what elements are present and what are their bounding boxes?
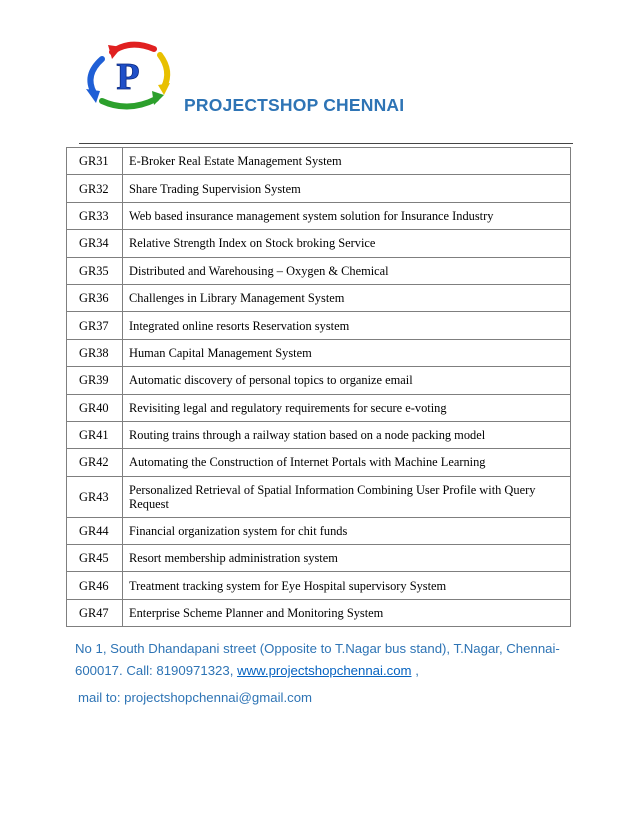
project-title: Human Capital Management System bbox=[123, 339, 571, 366]
table-row bbox=[67, 175, 571, 202]
logo-blue-arrowhead bbox=[86, 89, 100, 103]
table-row bbox=[67, 449, 571, 476]
mail-line: mail to: projectshopchennai@gmail.com bbox=[78, 690, 313, 705]
project-code: GR44 bbox=[67, 517, 123, 544]
project-title: Revisiting legal and regulatory requirements for secure e-voting bbox=[123, 394, 571, 421]
table-row bbox=[67, 148, 571, 175]
project-code: GR33 bbox=[67, 202, 123, 229]
project-title: Share Trading Supervision System bbox=[123, 175, 571, 202]
project-title: Personalized Retrieval of Spatial Information Combining User Profile with Query Request bbox=[123, 476, 571, 517]
address-suffix: , bbox=[411, 663, 419, 678]
table-row bbox=[67, 545, 571, 572]
table-row bbox=[67, 599, 571, 626]
table-row bbox=[67, 517, 571, 544]
table-row bbox=[67, 339, 571, 366]
project-code: GR35 bbox=[67, 257, 123, 284]
projects-table-body bbox=[67, 148, 571, 627]
project-title: Automatic discovery of personal topics to organize email bbox=[123, 367, 571, 394]
logo-yellow-arrow bbox=[160, 55, 167, 87]
project-title: Routing trains through a railway station based on a node packing model bbox=[123, 421, 571, 448]
logo-yellow-arrowhead bbox=[158, 83, 170, 95]
logo-letter: P bbox=[116, 56, 140, 98]
project-code: GR41 bbox=[67, 421, 123, 448]
table-row bbox=[67, 476, 571, 517]
project-code: GR46 bbox=[67, 572, 123, 599]
project-title: Relative Strength Index on Stock broking Service bbox=[123, 230, 571, 257]
project-code: GR32 bbox=[67, 175, 123, 202]
logo-green-arrowhead bbox=[152, 91, 164, 105]
project-title: Resort membership administration system bbox=[123, 545, 571, 572]
table-row bbox=[67, 202, 571, 229]
table-row bbox=[67, 572, 571, 599]
project-title: Treatment tracking system for Eye Hospital supervisory System bbox=[123, 572, 571, 599]
project-title: Challenges in Library Management System bbox=[123, 284, 571, 311]
table-row bbox=[67, 421, 571, 448]
project-title: Enterprise Scheme Planner and Monitoring System bbox=[123, 599, 571, 626]
header-divider bbox=[79, 143, 573, 144]
table-row bbox=[67, 257, 571, 284]
project-code: GR45 bbox=[67, 545, 123, 572]
table-row bbox=[67, 367, 571, 394]
project-title: E-Broker Real Estate Management System bbox=[123, 148, 571, 175]
logo-green-arrow bbox=[102, 99, 156, 107]
project-title: Financial organization system for chit funds bbox=[123, 517, 571, 544]
project-title: Automating the Construction of Internet Portals with Machine Learning bbox=[123, 449, 571, 476]
table-row bbox=[67, 394, 571, 421]
project-code: GR36 bbox=[67, 284, 123, 311]
company-name: PROJECTSHOP CHENNAI bbox=[184, 95, 405, 115]
project-code: GR47 bbox=[67, 599, 123, 626]
project-title: Distributed and Warehousing – Oxygen & Chemical bbox=[123, 257, 571, 284]
project-code: GR43 bbox=[67, 476, 123, 517]
project-code: GR38 bbox=[67, 339, 123, 366]
table-row bbox=[67, 230, 571, 257]
project-code: GR39 bbox=[67, 367, 123, 394]
website-link[interactable]: www.projectshopchennai.com bbox=[237, 663, 412, 678]
address-text: No 1, South Dhandapani street (Opposite to T.Nagar bus stand), T.Nagar, Chennai-600017. Call: 8190971323, bbox=[75, 641, 560, 678]
table-row bbox=[67, 284, 571, 311]
project-code: GR31 bbox=[67, 148, 123, 175]
project-code: GR42 bbox=[67, 449, 123, 476]
project-code: GR40 bbox=[67, 394, 123, 421]
logo-blue-arrow bbox=[90, 59, 102, 93]
address-block bbox=[75, 638, 575, 682]
project-title: Web based insurance management system solution for Insurance Industry bbox=[123, 202, 571, 229]
company-logo bbox=[72, 37, 182, 112]
table-row bbox=[67, 312, 571, 339]
projects-table bbox=[66, 147, 571, 627]
project-code: GR34 bbox=[67, 230, 123, 257]
project-title: Integrated online resorts Reservation system bbox=[123, 312, 571, 339]
project-code: GR37 bbox=[67, 312, 123, 339]
